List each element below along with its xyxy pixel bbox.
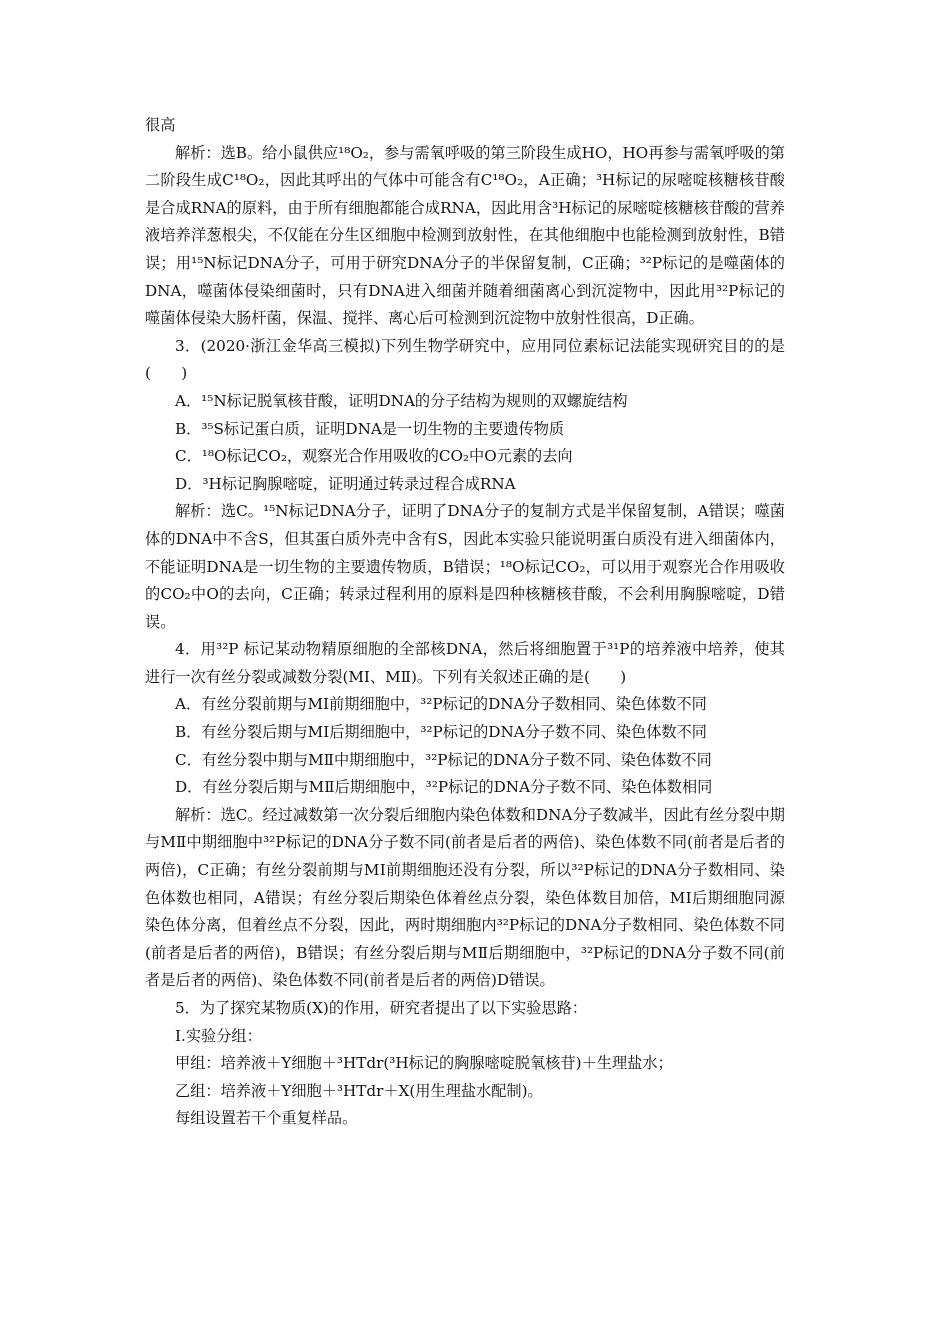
q5-line-2: 甲组：培养液＋Y细胞＋³HTdr(³H标记的胸腺嘧啶脱氧核苷)＋生理盐水； (175, 1054, 673, 1073)
q3-stem: 3．(2020·浙江金华高三模拟)下列生物学研究中，应用同位素标记法能实现研究目的的是( ) (145, 336, 785, 383)
q5-stem: 5．为了探究某物质(X)的作用，研究者提出了以下实验思路： (175, 999, 588, 1017)
q3-analysis: 解析：选C。¹⁵N标记DNA分子，证明了DNA分子的复制方式是半保留复制，A错误；噬菌体的DNA中不含S，但其蛋白质外壳中含有S，因此本实验只能说明蛋白质没有进入细菌体内，不能证明DNA是一切生物的主要遗传物质，B错误；¹⁸O标记CO₂，可以用于观察光合作用吸收的CO₂中O的去向，C正确；转录过程利用的原料是四种核糖核苷酸，不会利用胸腺嘧啶，D错误。 (145, 502, 785, 631)
intro-tail-text: 很高 (145, 116, 176, 134)
q3-option-d: D．³H标记胸腺嘧啶，证明通过转录过程合成RNA (175, 474, 516, 493)
q5-line-1: Ⅰ.实验分组： (175, 1026, 262, 1045)
q4-stem: 4．用³²P 标记某动物精原细胞的全部核DNA，然后将细胞置于³¹P的培养液中培养，使其进行一次有丝分裂或减数分裂(MⅠ、MⅡ)。下列有关叙述正确的是( ) (145, 640, 785, 686)
q4-option-b: B．有丝分裂后期与MⅠ后期细胞中，³²P标记的DNA分子数不同、染色体数不同 (175, 723, 707, 742)
q3-option-c: C．¹⁸O标记CO₂，观察光合作用吸收的CO₂中O元素的去向 (175, 447, 573, 466)
q3-option-a: A．¹⁵N标记脱氧核苷酸，证明DNA的分子结构为规则的双螺旋结构 (175, 391, 628, 410)
q2-analysis: 解析：选B。给小鼠供应¹⁸O₂，参与需氧呼吸的第三阶段生成HO，HO再参与需氧呼吸的第二阶段生成C¹⁸O₂，因此其呼出的气体中可能含有C¹⁸O₂，A正确；³H标记的尿嘧啶核糖核苷酸是合成RNA的原料，由于所有细胞都能合成RNA，因此用含³H标记的尿嘧啶核糖核苷酸的营养液培养洋葱根尖，不仅能在分生区细胞中检测到放射性，在其他细胞中也能检测到放射性，B错误；用¹⁵N标记DNA分子，可用于研究DNA分子的半保留复制，C正确；³²P标记的是噬菌体的DNA，噬菌体侵染细菌时，只有DNA进入细菌并随着细菌离心到沉淀物中，因此用³²P标记的噬菌体侵染大肠杆菌，保温、搅拌、离心后可检测到沉淀物中放射性很高，D正确。 (145, 143, 785, 328)
q4-analysis: 解析：选C。经过减数第一次分裂后细胞内染色体数和DNA分子数减半，因此有丝分裂中期与MⅡ中期细胞中³²P标记的DNA分子数不同(前者是后者的两倍)、染色体数不同(前者是后者的两倍)，C正确；有丝分裂前期与MⅠ前期细胞还没有分裂，所以³²P标记的DNA分子数相同、染色体数也相同，A错误；有丝分裂后期染色体着丝点分裂，染色体数目加倍，MⅠ后期细胞同源染色体分离，但着丝点不分裂，因此，两时期细胞内³²P标记的DNA分子数相同、染色体数不同(前者是后者的两倍)，B错误；有丝分裂后期与MⅡ后期细胞中，³²P标记的DNA分子数不同(前者是后者的两倍)、染色体数不同(前者是后者的两倍)D错误。 (145, 805, 785, 990)
q3-option-b: B．³⁵S标记蛋白质，证明DNA是一切生物的主要遗传物质 (175, 419, 565, 438)
q4-option-a: A．有丝分裂前期与MⅠ前期细胞中，³²P标记的DNA分子数相同、染色体数不同 (175, 695, 707, 714)
q5-line-4: 每组设置若干个重复样品。 (175, 1109, 358, 1128)
document-page (145, 112, 785, 1133)
q5-line-3: 乙组：培养液＋Y细胞＋³HTdr＋X(用生理盐水配制)。 (175, 1081, 543, 1100)
q4-option-c: C．有丝分裂中期与MⅡ中期细胞中，³²P标记的DNA分子数不同、染色体数不同 (175, 750, 712, 769)
q4-option-d: D．有丝分裂后期与MⅡ后期细胞中，³²P标记的DNA分子数不同、染色体数相同 (175, 778, 713, 797)
